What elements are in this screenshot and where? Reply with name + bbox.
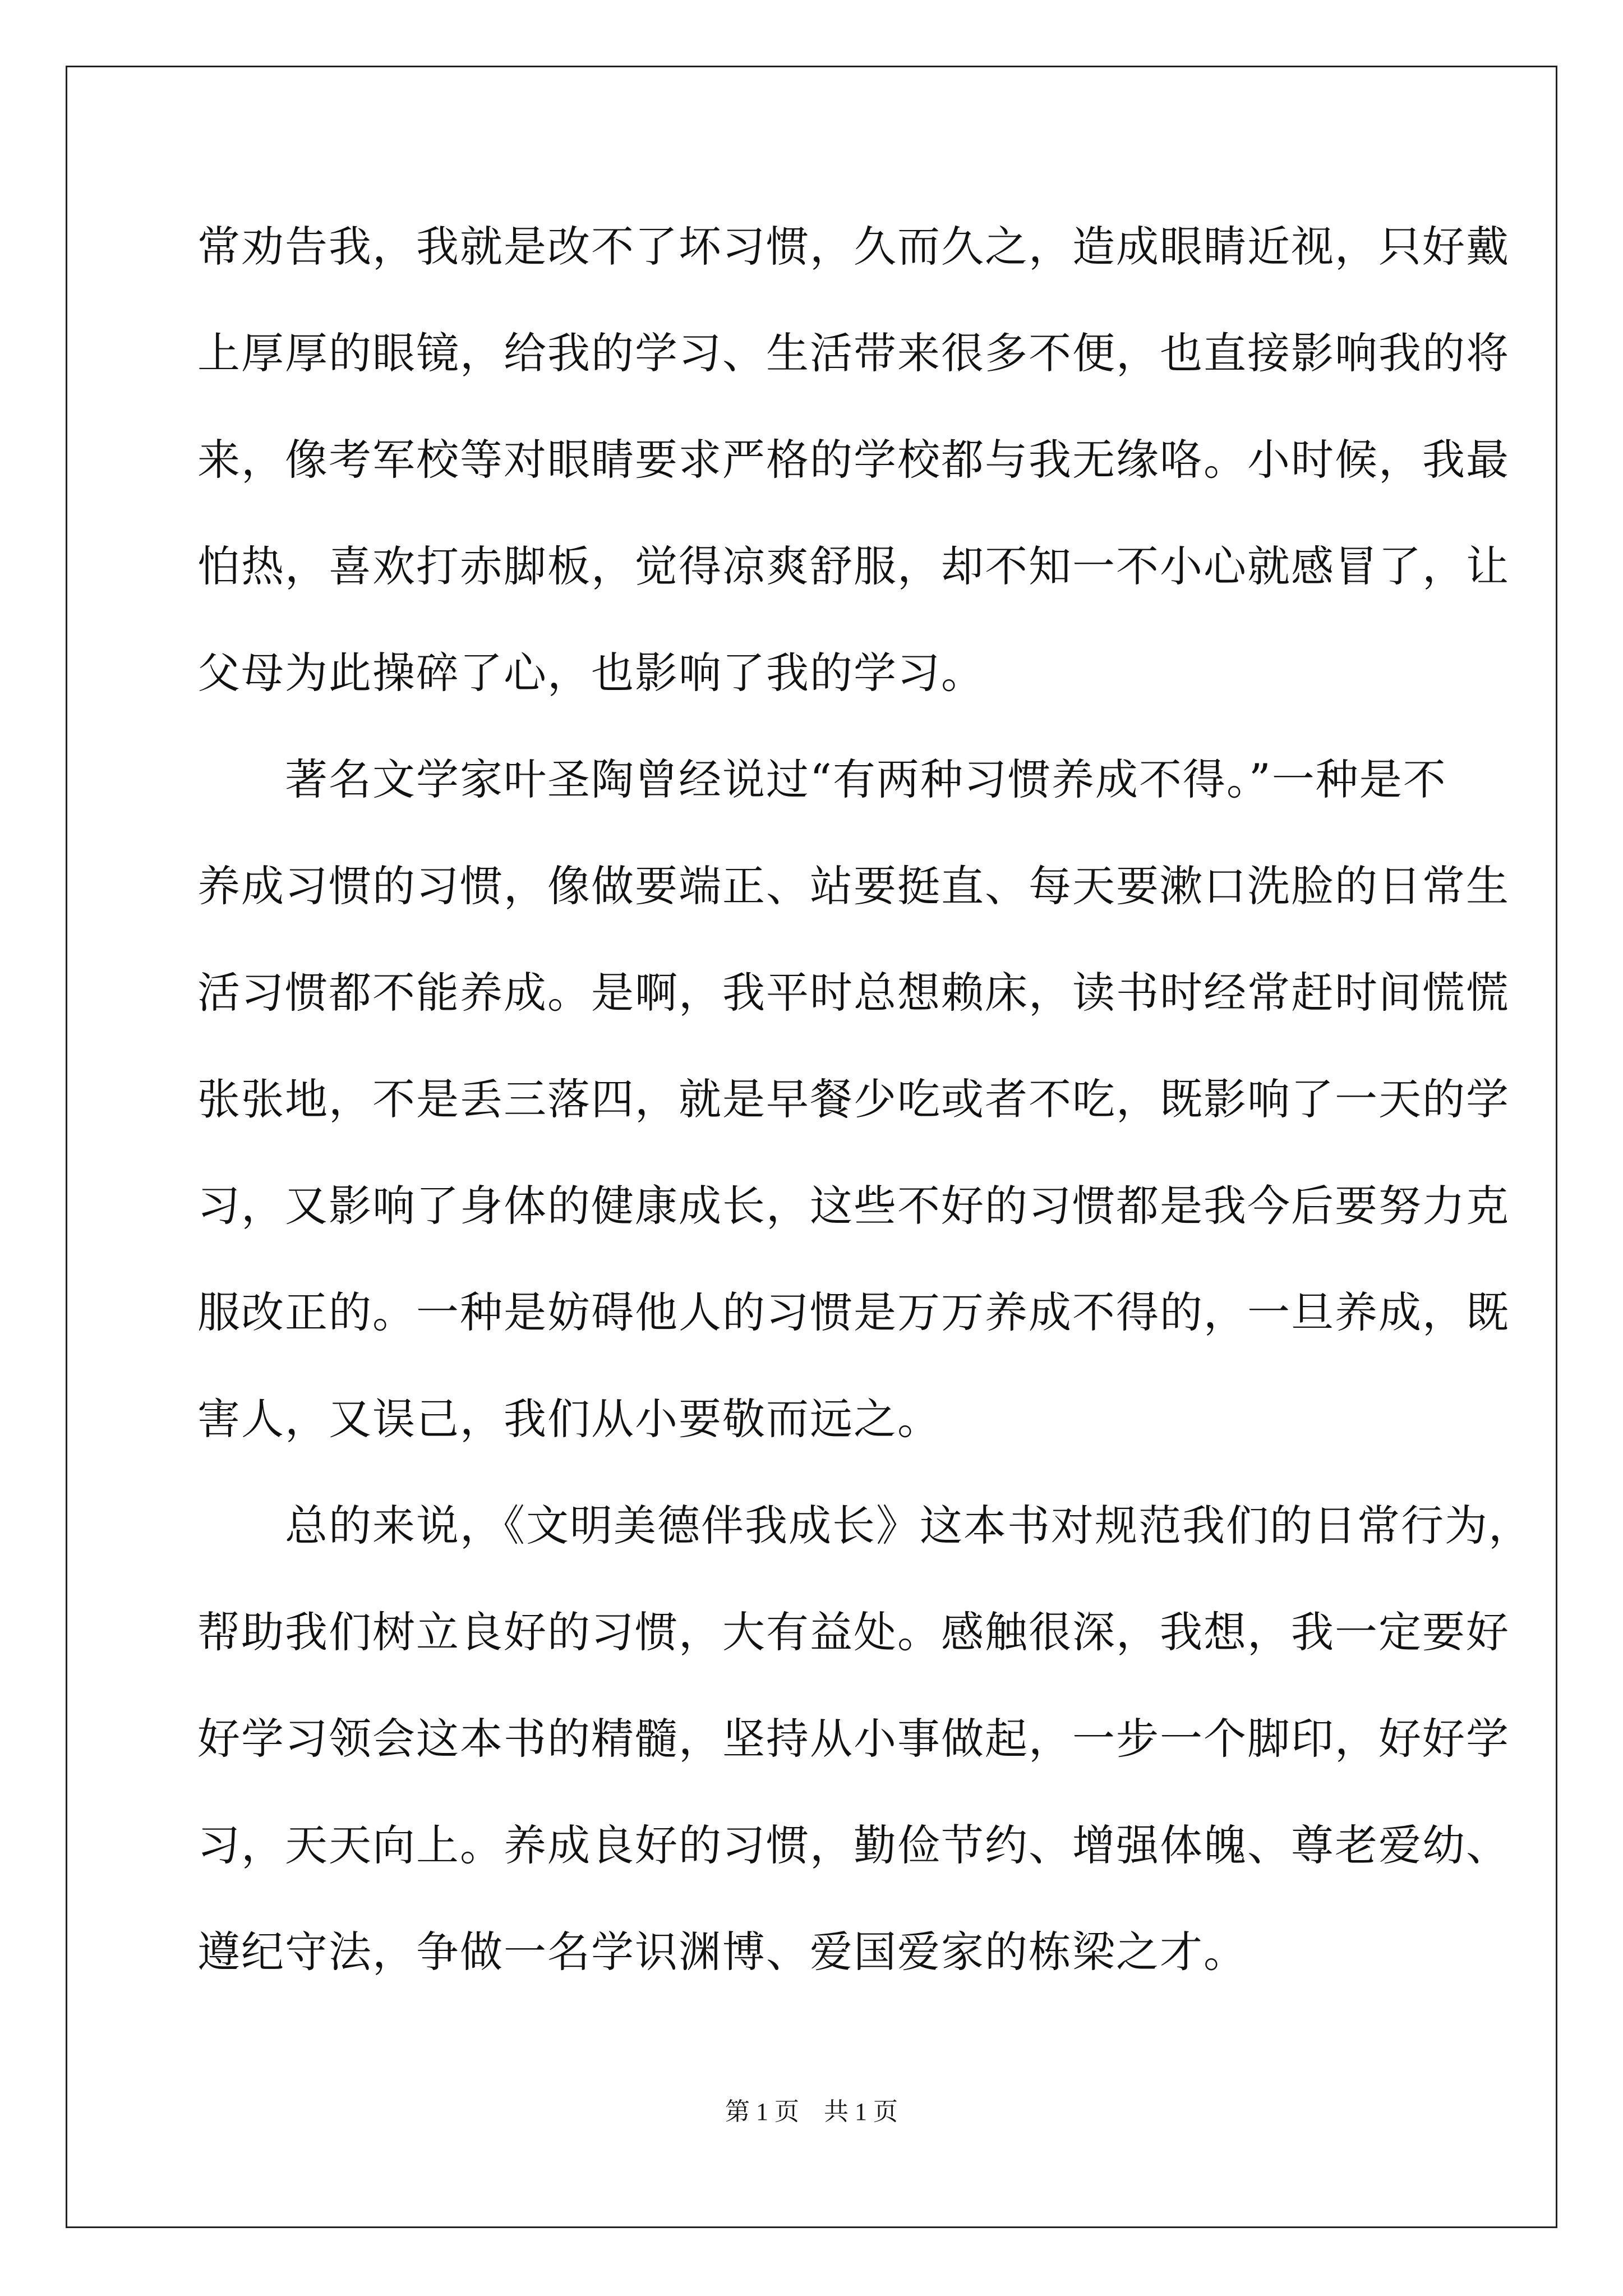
text-line: 习，天天向上。养成良好的习惯，勤俭节约、增强体魄、尊老爱幼、 [197, 1820, 1510, 1870]
text-line: 活习惯都不能养成。是啊，我平时总想赖床，读书时经常赶时间慌慌 [197, 968, 1510, 1018]
text-line: 怕热，喜欢打赤脚板，觉得凉爽舒服，却不知一不小心就感冒了，让 [197, 541, 1510, 591]
paragraph-3 [197, 1495, 1532, 2028]
text-line: 害人，又误己，我们从小要敬而远之。 [197, 1394, 941, 1444]
text-line: 著名文学家叶圣陶曾经说过“有两种习惯养成不得。”一种是不 [197, 754, 1447, 804]
text-line: 张张地，不是丢三落四，就是早餐少吃或者不吃，既影响了一天的学 [197, 1074, 1510, 1124]
paragraph-2 [197, 749, 1510, 1495]
text-line: 好学习领会这本书的精髓，坚持从小事做起，一步一个脚印，好好学 [197, 1714, 1510, 1764]
text-line: 常劝告我，我就是改不了坏习惯，久而久之，造成眼睛近视，只好戴 [197, 222, 1510, 272]
text-line: 上厚厚的眼镜，给我的学习、生活带来很多不便，也直接影响我的将 [197, 328, 1510, 378]
text-line: 帮助我们树立良好的习惯，大有益处。感触很深，我想，我一定要好 [197, 1607, 1510, 1657]
page-number: 第 1 页 共 1 页 [725, 2098, 898, 2125]
page-footer [0, 2095, 1623, 2129]
text-line: 总的来说，《文明美德伴我成长》这本书对规范我们的日常行为， [197, 1501, 1532, 1550]
text-line: 习，又影响了身体的健康成长，这些不好的习惯都是我今后要努力克 [197, 1181, 1510, 1231]
paragraph-1 [197, 216, 1510, 749]
text-line: 父母为此操碎了心，也影响了我的学习。 [197, 648, 985, 698]
document-body [197, 216, 1532, 2028]
text-line: 遵纪守法，争做一名学识渊博、爱国爱家的栋梁之才。 [197, 1927, 1247, 1977]
text-line: 养成习惯的习惯，像做要端正、站要挺直、每天要漱口洗脸的日常生 [197, 861, 1510, 911]
text-line: 来，像考军校等对眼睛要求严格的学校都与我无缘咯。小时候，我最 [197, 435, 1510, 485]
text-line: 服改正的。一种是妨碍他人的习惯是万万养成不得的，一旦养成，既 [197, 1287, 1510, 1337]
